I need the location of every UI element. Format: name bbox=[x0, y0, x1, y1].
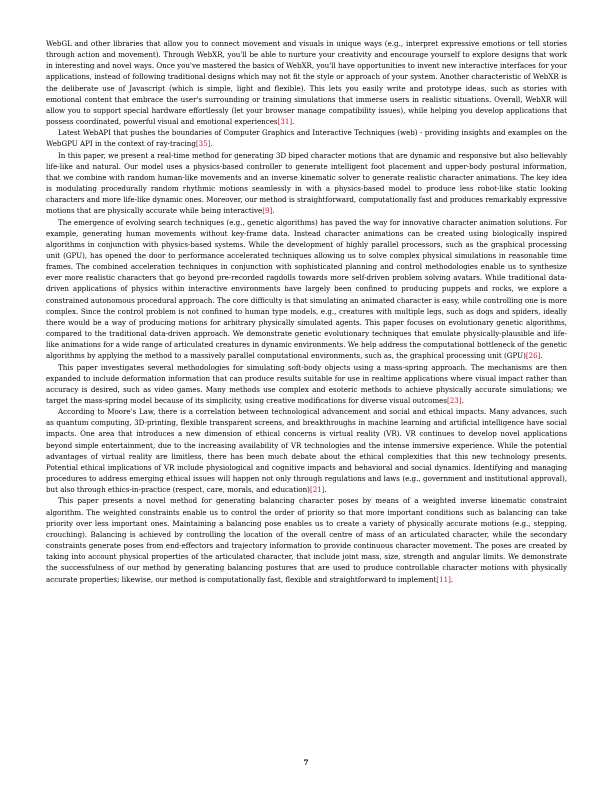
paragraph-webgpu: Latest WebAPI that pushes the boundaries of Computer Graphics and Interactive Techniques (web) - providing insights and examples on the WebGPU API in the context of ray-tracing[35]. bbox=[46, 128, 567, 149]
citation-link[interactable]: [26] bbox=[525, 351, 541, 361]
paragraph-biped-motion: In this paper, we present a real-time method for generating 3D biped character motions that are dynamic and responsive but also believably life-like and natural. Our model uses a physics-based controller to generate intelligent foot placement and upper-body postural information, that we combine with random human-like movements and an inverse kinematic solver to generate realistic character animations. The key idea is modulating procedurally random rhythmic motions seamlessly in with a physics-based model to produce less robot-like static looking characters and more life-like dynamic ones. Moreover, our method is straightforward, computationally fast and produces remarkably expressive motions that are physically accurate while being interactive[9]. bbox=[46, 150, 567, 216]
citation-link[interactable]: [35] bbox=[195, 139, 211, 149]
citation-link[interactable]: [21] bbox=[309, 485, 325, 495]
paragraph-genetic-algorithms: The emergence of evolving search techniques (e.g., genetic algorithms) has paved the way for innovative character animation solutions. For example, generating human movements without key-frame data. Instead character animations can be created using biologically inspired algorithms in conjunction with physics-based systems. While the development of highly parallel processors, such as the graphical processing unit (GPU), has opened the door to performance accelerated techniques allowing us to solve complex physical simulations in reasonable time frames. The combined acceleration techniques in conjunction with sophisticated planning and control methodologies enable us to synthesize ever more realistic characters that go beyond pre-recorded ragdolls towards more self-driven problem solving avatars. While traditional data-driven applications of physics within interactive environments have largely been confined to producing puppets and rocks, we explore a constrained autonomous procedural approach. The core difficulty is that simulating an animated character is easy, while controlling one is more complex. Since the control problem is not confined to human type models, e.g., creatures with multiple legs, such as dogs and spiders, ideally there would be a way of producing motions for arbitrary physically simulated agents. This paper focuses on evolutionary genetic algorithms, compared to the traditional data-driven approach. We demonstrate genetic evolutionary techniques that emulate physically-plausible and life-like animations for a wide range of articulated creatures in dynamic environments. We help address the computational bottleneck of the genetic algorithms by applying the method to a massively parallel computational environments, such as, the graphical processing unit (GPU)[26]. bbox=[46, 217, 567, 361]
paragraph-balancing-poses: This paper presents a novel method for generating balancing character poses by means of a weighted inverse kinematic constraint algorithm. The weighted constraints enable us to control the order of priority so that more important conditions such as balancing can take priority over less important ones. Maintaining a balancing pose enables us to create a variety of physically accurate motions (e.g., stepping, crouching). Balancing is achieved by controlling the location of the overall centre of mass of an articulated character, while the secondary constraints generate poses from end-effectors and trajectory information to provide continuous character movement. The poses are created by taking into account physical properties of the articulated character, that include joint mass, size, strength and angular limits. We demonstrate the successfulness of our method by generating balancing postures that are used to produce controllable character motions with physically accurate properties; likewise, our method is computationally fast, flexible and straightforward to implement[11]. bbox=[46, 496, 567, 584]
citation-link[interactable]: [11] bbox=[436, 574, 451, 584]
paragraph-vr-ethics: According to Moore's Law, there is a correlation between technological advancement and social and ethical impacts. Many advances, such as quantum computing, 3D-printing, flexible transparent screens, and breakthroughs in machine learning and artificial intelligence have social impacts. One area that introduces a new dimension of ethical concerns is virtual reality (VR). VR continues to develop novel applications beyond simple entertainment, due to the increasing availability of VR technologies and the intense immersive experience. While the potential advantages of virtual reality are limitless, there has been much debate about the ethical complexities that this new technology presents. Potential ethical implications of VR include physiological and cognitive impacts and behavioral and social dynamics. Identifying and managing procedures to address emerging ethical issues will happen not only through regulations and laws (e.g., government and institutional approval), but also through ethics-in-practice (respect, care, morals, and education)[21]. bbox=[46, 407, 567, 495]
page-number: 7 bbox=[303, 758, 309, 767]
citation-link[interactable]: [31] bbox=[277, 117, 293, 127]
paper-body bbox=[46, 38, 567, 585]
paragraph-soft-body: This paper investigates several methodologies for simulating soft-body objects using a mass-spring approach. The mechanisms are then expanded to include deformation information that can produce results suitable for use in realtime applications where visual impact rather than accuracy is desired, such as video games. Many methods use complex and esoteric methods to achieve physically accurate simulations; we target the mass-spring model because of its simplicity, using creative modifications for diverse visual outcomes[23]. bbox=[46, 362, 567, 405]
paragraph-webxr: WebGL and other libraries that allow you to connect movement and visuals in unique ways (e.g., interpret expressive emotions or tell stories through action and movement). Through WebXR, you'll be able to nurture your creativity and encourage yourself to explore designs that work in interesting and novel ways. Once you've mastered the basics of WebXR, you'll have opportunities to invent new interactive interfaces for your applications, instead of following traditional designs which may not fit the style or approach of your system. Another characteristic of WebXR is the deliberate use of Javascript (which is simple, light and flexible). This lets you easily write and prototype ideas, such as stories with emotional content that embrace the user's surrounding or training simulations that immerse users in realistic situations. Overall, WebXR will allow you to support special hardware effortlessly (let your browser manage compatibility issues), while helping you develop applications that possess coordinated, powerful visual and emotional experiences[31]. bbox=[46, 39, 567, 127]
citation-link[interactable]: [23] bbox=[447, 396, 462, 405]
citation-link[interactable]: [9] bbox=[262, 206, 273, 216]
